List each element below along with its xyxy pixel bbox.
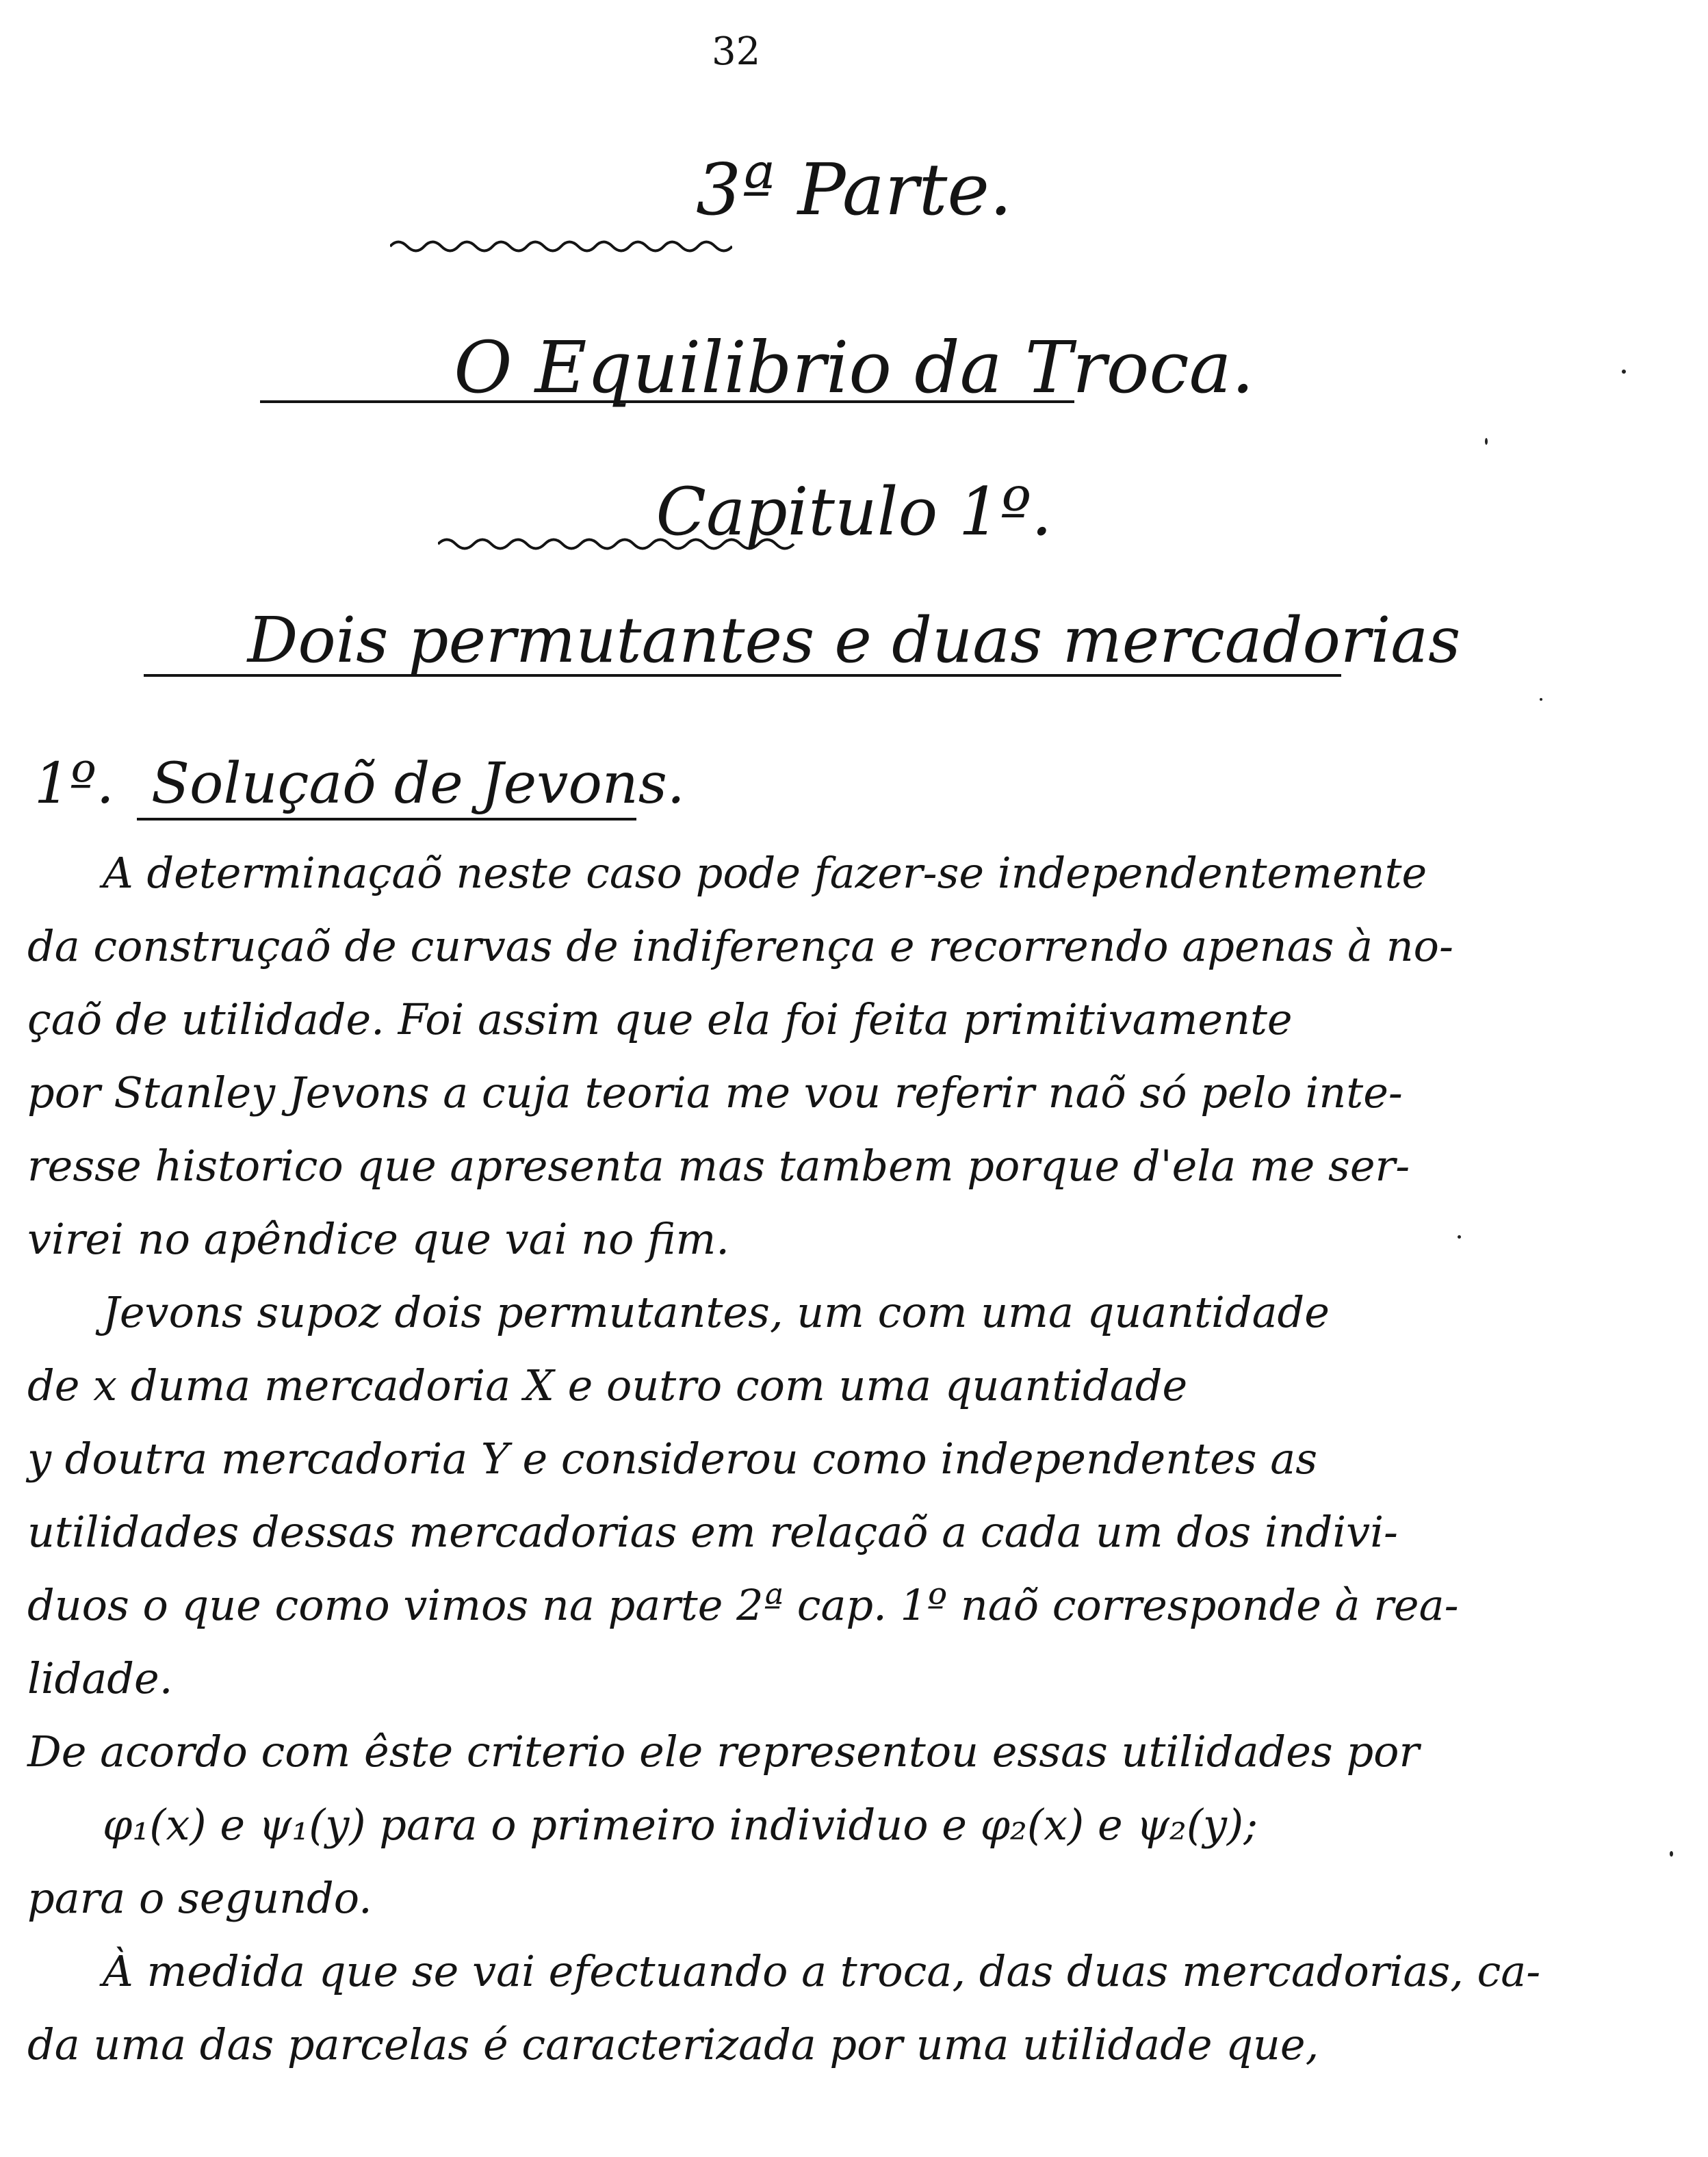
scan-speck xyxy=(1485,438,1488,445)
chapter-title-underline xyxy=(438,534,801,554)
subtitle: Dois permutantes e duas mercadorias xyxy=(247,604,1461,677)
scan-speck xyxy=(1540,698,1542,701)
section-number: 1º. xyxy=(34,751,114,816)
body-line: lidade. xyxy=(27,1653,173,1703)
body-line: por Stanley Jevons a cuja teoria me vou referir naõ só pelo inte- xyxy=(27,1068,1403,1118)
body-line: À medida que se vai efectuando a troca, das duas mercadorias, ca- xyxy=(103,1946,1541,1996)
body-line: y doutra mercadoria Y e considerou como independentes as xyxy=(27,1434,1318,1484)
body-line: resse historico que apresenta mas tambem porque d'ela me ser- xyxy=(27,1141,1410,1191)
body-line: duos o que como vimos na parte 2ª cap. 1º naõ corresponde à rea- xyxy=(27,1580,1459,1630)
body-line: çaõ de utilidade. Foi assim que ela foi feita primitivamente xyxy=(27,994,1293,1044)
section-heading-text: Soluçaõ de Jevons. xyxy=(151,751,685,816)
subtitle-underline xyxy=(144,674,1341,677)
body-line: De acordo com êste criterio ele representou essas utilidades por xyxy=(27,1727,1420,1777)
body-line: A determinaçaõ neste caso pode fazer-se independentemente xyxy=(103,848,1427,898)
section-title-underline xyxy=(260,400,1074,403)
scan-speck xyxy=(1458,1235,1461,1239)
body-line: de x duma mercadoria X e outro com uma quantidade xyxy=(27,1360,1188,1410)
body-line: utilidades dessas mercadorias em relaçaõ a cada um dos indivi- xyxy=(27,1507,1398,1557)
section-heading xyxy=(34,751,685,816)
body-line: virei no apêndice que vai no fim. xyxy=(27,1214,729,1264)
part-title: 3ª Parte. xyxy=(695,148,1013,231)
scan-speck xyxy=(1622,370,1626,374)
body-line: da construçaõ de curvas de indiferença e recorrendo apenas à no- xyxy=(27,921,1453,971)
part-title-underline xyxy=(390,236,732,257)
section-title: O Equilibrio da Troca. xyxy=(454,326,1254,409)
body-line: da uma das parcelas é caracterizada por uma utilidade que, xyxy=(27,2019,1319,2069)
body-line: Jevons supoz dois permutantes, um com uma quantidade xyxy=(103,1287,1330,1337)
body-line: φ₁(x) e ψ₁(y) para o primeiro individuo e φ₂(x) e ψ₂(y); xyxy=(103,1800,1258,1850)
section-heading-underline xyxy=(137,818,636,821)
page-number: 32 xyxy=(712,29,761,74)
scan-speck xyxy=(1670,1851,1673,1857)
chapter-title: Capitulo 1º. xyxy=(656,474,1052,550)
body-line: para o segundo. xyxy=(27,1873,372,1923)
